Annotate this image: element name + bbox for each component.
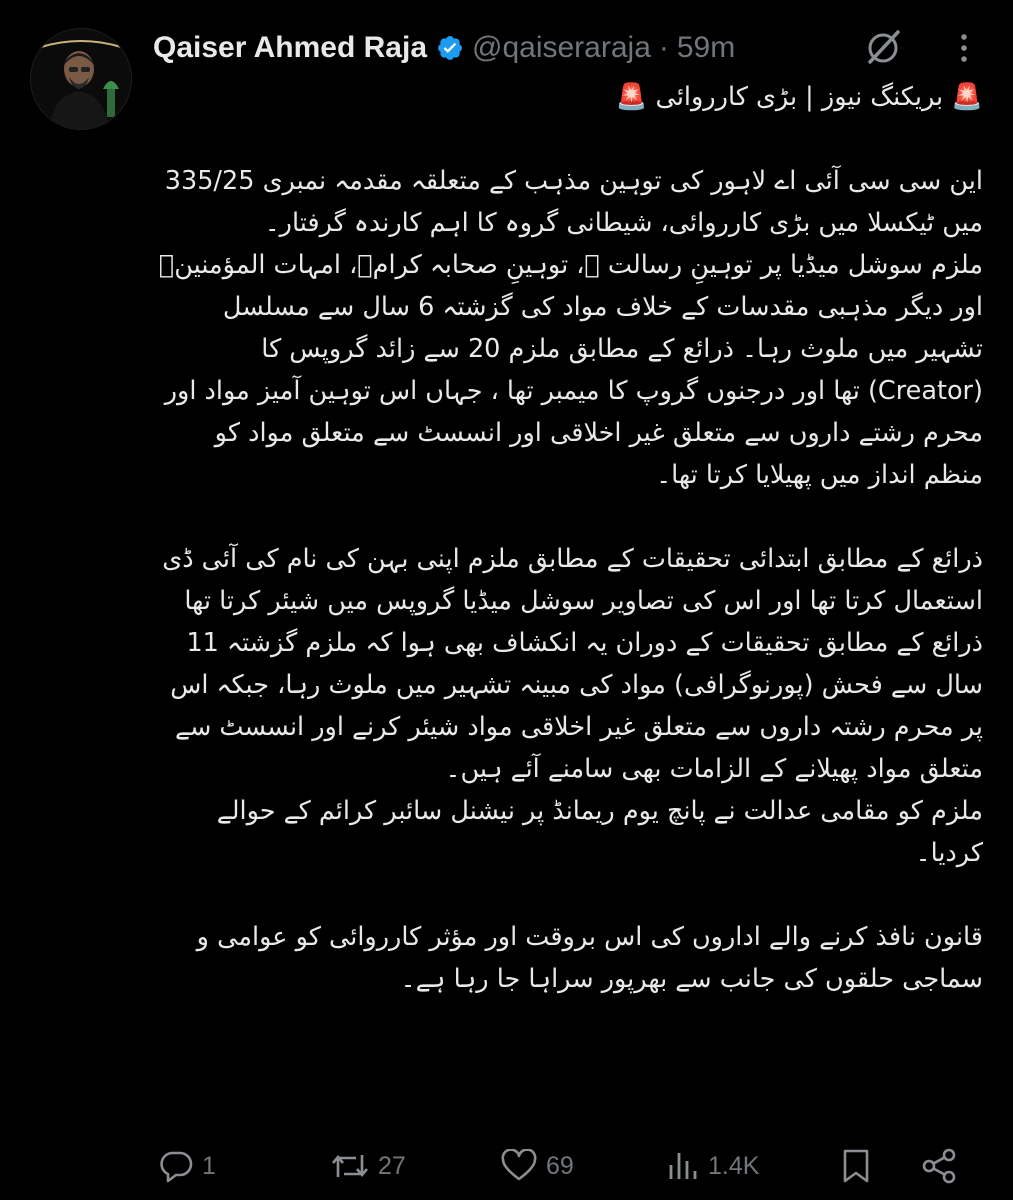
tweet-paragraph: قانون نافذ کرنے والے اداروں کی اس بروقت اور مؤثر کارروائی کو عوامی و سماجی حلقوں کی جانب سے بھرپور سراہا جا رہا ہے۔ xyxy=(196,922,983,994)
author-handle[interactable]: @qaiseraraja xyxy=(472,31,651,64)
tweet-paragraph: این سی سی آئی اے لاہور کی توہین مذہب کے متعلقہ مقدمہ نمبری 335/25 میں ٹیکسلا میں بڑی کارروائی، شیطانی گروہ کا اہم کارندہ گرفتار۔ ملزم سوشل میڈیا پر توہینِ رسالت ﷺ، توہینِ صحابہ کرامؓ، امہات المؤمنینؓ اور دیگر مذہبی مقدسات کے خلاف مواد کی گزشتہ 6 سال سے مسلسل تشہیر میں ملوث رہا۔ ذرائع کے مطابق ملزم 20 سے زائد گروپس کا (Creator) تھا اور درجنوں گروپ کا میمبر تھا ، جہاں اس توہین آمیز مواد اور محرم رشتے داروں سے متعلق غیر اخلاقی اور انسسٹ سے متعلق مواد کو منظم انداز میں پھیلایا کرتا تھا۔ xyxy=(158,166,983,490)
separator-dot: · xyxy=(658,31,669,64)
analytics-icon xyxy=(666,1149,700,1183)
tweet-header xyxy=(153,28,735,68)
tweet-headline: 🚨 بریکنگ نیوز | بڑی کارروائی 🚨 xyxy=(615,82,983,112)
like-count: 69 xyxy=(546,1151,574,1180)
tweet-paragraph: ذرائع کے مطابق ابتدائی تحقیقات کے مطابق ملزم اپنی بہن کی نام کی آئی ڈی استعمال کرتا تھا اور اس کی تصاویر سوشل میڈیا گروپس میں شیئر کرتا تھا ذرائع کے مطابق تحقیقات کے دوران یہ انکشاف بھی ہوا کہ ملزم گزشتہ 11 سال سے فحش (پورنوگرافی) مواد کی مبینہ تشہیر میں ملوث رہا، جبکہ اس پر محرم رشتہ داروں سے متعلق غیر اخلاقی مواد شیئر کرنے اور انسسٹ سے متعلق مواد پھیلانے کے الزامات بھی سامنے آئے ہیں۔ ملزم کو مقامی عدالت نے پانچ یوم ریمانڈ پر نیشنل سائبر کرائم کے حوالے کردیا۔ xyxy=(162,544,983,868)
timestamp[interactable]: 59m xyxy=(676,31,736,64)
reply-icon xyxy=(158,1149,194,1183)
action-bar xyxy=(158,1145,988,1187)
tweet-text xyxy=(150,76,983,1000)
author-name[interactable]: Qaiser Ahmed Raja xyxy=(153,31,427,64)
view-count: 1.4K xyxy=(708,1151,760,1180)
avatar[interactable] xyxy=(30,28,132,130)
share-icon xyxy=(920,1148,958,1184)
like-button[interactable] xyxy=(500,1145,574,1187)
repost-icon xyxy=(330,1149,370,1183)
more-options-icon[interactable] xyxy=(944,30,984,66)
repost-count: 27 xyxy=(378,1151,406,1180)
verified-badge-icon xyxy=(436,34,464,62)
repost-button[interactable] xyxy=(330,1145,406,1187)
heart-icon xyxy=(500,1149,538,1183)
views-button[interactable] xyxy=(666,1145,759,1187)
bookmark-button[interactable] xyxy=(840,1145,872,1187)
profile-photo xyxy=(31,29,131,129)
bookmark-icon xyxy=(840,1148,872,1184)
grok-icon[interactable] xyxy=(862,26,904,68)
share-button[interactable] xyxy=(920,1145,958,1187)
reply-count: 1 xyxy=(202,1151,216,1180)
reply-button[interactable] xyxy=(158,1145,216,1187)
